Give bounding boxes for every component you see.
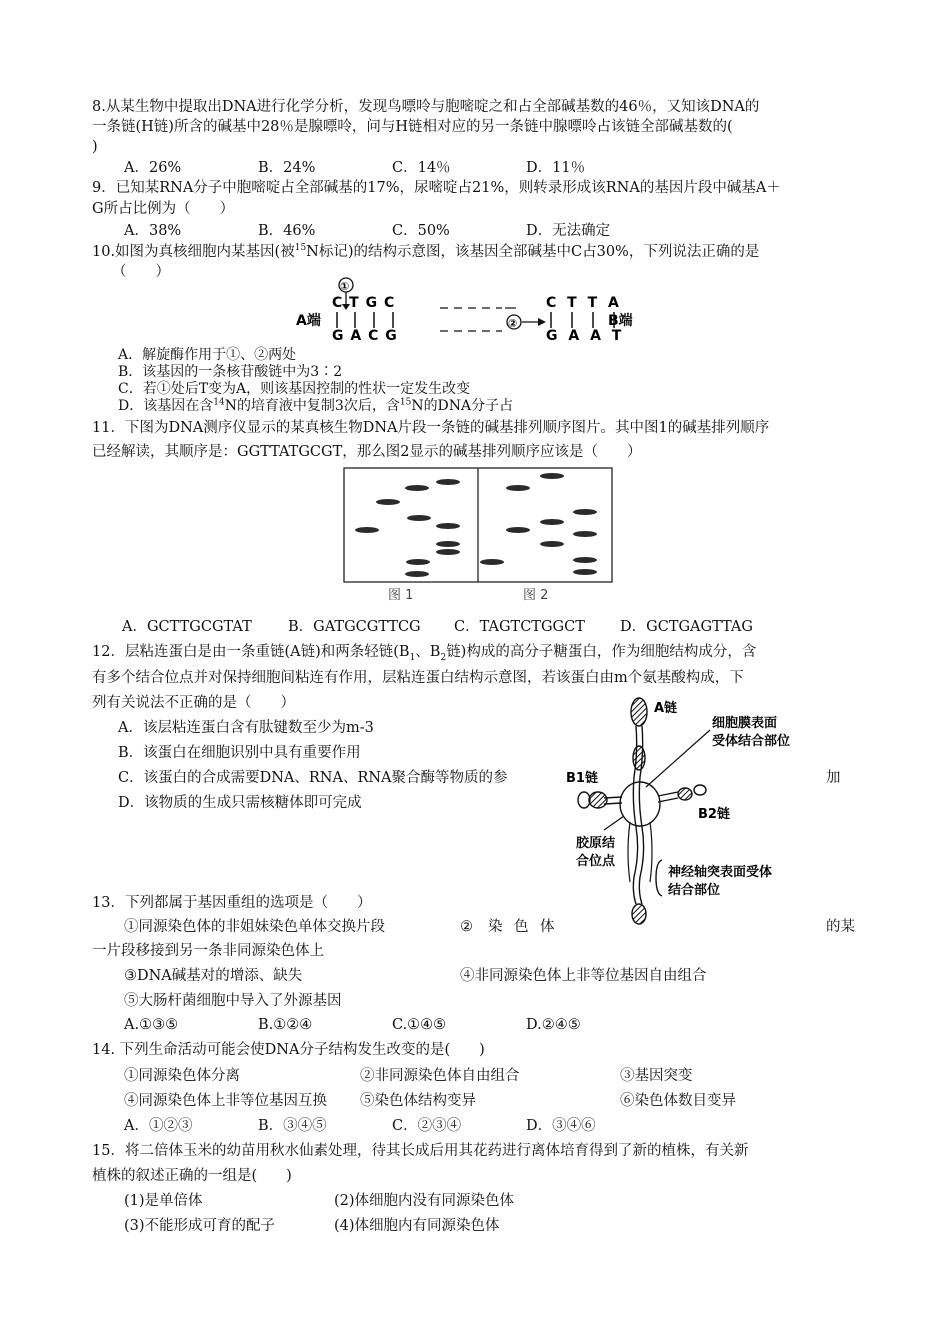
q10-option-c[interactable]: C．若①处后T变为A，则该基因控制的性状一定发生改变 xyxy=(118,381,471,397)
a-end-label: A端 xyxy=(296,313,321,329)
q13-options xyxy=(124,1015,581,1035)
q15-line2: 植株的叙述正确的一组是( ) xyxy=(92,1168,292,1184)
dna-sequencing-figure xyxy=(340,464,620,608)
q13-option-d[interactable]: D.②④⑤ xyxy=(526,1017,581,1033)
q12-option-c[interactable]: C．该蛋白的合成需要DNA、RNA、RNA聚合酶等物质的参 xyxy=(118,770,508,786)
q10-line2: （ ） xyxy=(112,264,170,280)
q9-options xyxy=(124,221,610,241)
a-chain-label: A链 xyxy=(654,701,678,716)
q12-line3: 列有关说法不正确的是（ ） xyxy=(92,695,295,711)
top-left-bases: C T G C xyxy=(332,295,396,311)
q13-option-c[interactable]: C.①④⑤ xyxy=(392,1017,447,1033)
q13-item4: ④非同源染色体上非等位基因自由组合 xyxy=(460,968,707,984)
q14-line1: 14. 下列生命活动可能会使DNA分子结构发生改变的是( ) xyxy=(92,1042,485,1058)
q13-item2-end: 的某 xyxy=(826,919,855,935)
q13-item2-c2: 色 xyxy=(514,919,529,935)
q14-row1: ①同源染色体分离 ②非同源染色体自由组合 ③基因突变 xyxy=(124,1068,693,1084)
q13-item2-c3: 体 xyxy=(540,919,555,935)
q14-option-a[interactable]: A．①②③ xyxy=(124,1118,193,1134)
b2-domain-1 xyxy=(678,788,692,800)
left-bonds xyxy=(337,312,393,328)
q9-option-d[interactable]: D．无法确定 xyxy=(526,223,611,239)
q12-line2: 有多个结合位点并对保持细胞间粘连有作用，层粘连蛋白结构示意图，若该蛋白由m个氨基酸构成，下 xyxy=(92,670,744,686)
q8-option-d[interactable]: D．11％ xyxy=(526,160,586,176)
q8-options xyxy=(124,158,585,178)
b-end-label: B端 xyxy=(608,313,633,329)
q8-line1: 8.从某生物中提取出DNA进行化学分析，发现鸟嘌呤与胞嘧啶之和占全部碱基数的46％，又知该DNA的 xyxy=(92,99,760,115)
fig2-label: 图 2 xyxy=(523,588,549,603)
bottom-right-bases: G A A T xyxy=(546,328,625,344)
q15-row1: (1)是单倍体 (2)体细胞内没有同源染色体 xyxy=(124,1193,515,1209)
q15-line1: 15．将二倍体玉米的幼苗用秋水仙素处理，待其长成后用其花药进行离体培育得到了新的植株，有关新 xyxy=(92,1143,749,1159)
q10-option-d[interactable]: D．该基因在含$^{14}$N的培育液中复制3次后，含$^{15}$N的DNA分子占 xyxy=(118,397,514,414)
q8-line2: 一条链(H链)所含的碱基中28％是腺嘌呤，问与H链相对应的另一条链中腺嘌呤占该链全部碱基数的( xyxy=(92,119,733,135)
q14-option-d[interactable]: D．③④⑥ xyxy=(526,1118,596,1134)
b2-domain-2 xyxy=(694,785,706,795)
b1-domain-2 xyxy=(578,792,590,808)
q13-option-a[interactable]: A.①③⑤ xyxy=(124,1017,179,1033)
q14-option-b[interactable]: B．③④⑤ xyxy=(258,1118,327,1134)
b2-chain-label: B2链 xyxy=(698,807,730,822)
q13-line1: 13．下列都属于基因重组的选项是（ ） xyxy=(92,895,372,911)
marker-1-label: ① xyxy=(340,280,350,293)
q11-option-c[interactable]: C．TAGTCTGGCT xyxy=(454,619,585,635)
neuron-label-2: 结合部位 xyxy=(668,883,721,898)
q13-item1: ①同源染色体的非姐妹染色单体交换片段 xyxy=(124,919,385,935)
q10-option-b[interactable]: B．该基因的一条核苷酸链中为3∶2 xyxy=(118,364,343,380)
collagen-label-1: 胶原结 xyxy=(576,836,616,851)
q9-line1: 9．已知某RNA分子中胞嘧啶占全部碱基的17%，尿嘧啶占21%，则转录形成该RNA的基因片段中碱基A＋ xyxy=(92,180,781,196)
q9-line2: G所占比例为（ ） xyxy=(92,201,235,217)
membrane-label-1: 细胞膜表面 xyxy=(712,716,778,731)
q12-option-a[interactable]: A．该层粘连蛋白含有肽键数至少为m-3 xyxy=(118,720,374,736)
q11-option-a[interactable]: A．GCTTGCGTAT xyxy=(122,619,252,635)
fig1-label: 图 1 xyxy=(388,588,414,603)
neuron-bracket xyxy=(656,860,662,896)
q14-row2: ④同源染色体上非等位基因互换 ⑤染色体结构变异 ⑥染色体数目变异 xyxy=(124,1093,736,1109)
lower-strands xyxy=(628,822,652,882)
neuron-label-1: 神经轴突表面受体 xyxy=(668,865,773,880)
q9-option-b[interactable]: B．46% xyxy=(258,223,316,239)
q11-options xyxy=(122,617,753,637)
q8-option-c[interactable]: C．14％ xyxy=(392,160,451,176)
q14-options xyxy=(124,1116,596,1136)
a-chain-mid-domain xyxy=(633,746,645,770)
dashed-strands xyxy=(440,308,502,331)
q11-option-b[interactable]: B．GATGCGTTCG xyxy=(288,619,421,635)
q12-option-c-end: 加 xyxy=(826,770,841,786)
q10-option-a[interactable]: A．解旋酶作用于①、②两处 xyxy=(118,347,297,363)
q13-item2-c1: 染 xyxy=(488,919,503,935)
q10-line1: 10.如图为真核细胞内某基因(被$^{15}$N标记)的结构示意图，该基因全部碱基中C占30%，下列说法正确的是 xyxy=(92,243,760,260)
laminin-structure-diagram xyxy=(560,692,820,932)
collagen-label-2: 合位点 xyxy=(576,854,616,869)
q9-option-c[interactable]: C．50% xyxy=(392,223,450,239)
q13-item3: ③DNA碱基对的增添、缺失 xyxy=(124,968,303,984)
a-chain-top-domain xyxy=(631,698,647,726)
q14-option-c[interactable]: C．②③④ xyxy=(392,1118,462,1134)
q12-option-b[interactable]: B．该蛋白在细胞识别中具有重要作用 xyxy=(118,745,361,761)
q13-item2-cont: 一片段移接到另一条非同源染色体上 xyxy=(92,943,324,959)
q12-line1: 12．层粘连蛋白是由一条重链(A链)和两条轻链($B_1$、$B_2$链)构成的高分子糖蛋白，作为细胞结构成分，含 xyxy=(92,644,757,663)
q13-option-b[interactable]: B.①②④ xyxy=(258,1017,313,1033)
top-right-bases: C T T A xyxy=(546,295,622,311)
q8-option-b[interactable]: B．24% xyxy=(258,160,316,176)
a-chain-bottom-domain xyxy=(632,904,646,924)
q11-option-d[interactable]: D．GCTGAGTTAG xyxy=(620,619,753,635)
gene-structure-diagram xyxy=(280,274,700,344)
q12-option-d[interactable]: D．该物质的生成只需核糖体即可完成 xyxy=(118,795,362,811)
q8-option-a[interactable]: A．26% xyxy=(124,160,182,176)
b1-domain-1 xyxy=(589,792,607,808)
q9-option-a[interactable]: A．38% xyxy=(124,223,182,239)
right-bonds xyxy=(551,312,614,328)
bottom-left-bases: G A C G xyxy=(332,328,398,344)
b1-chain-label: B1链 xyxy=(566,771,598,786)
q13-item2-num: ② xyxy=(460,919,473,935)
membrane-label-2: 受体结合部位 xyxy=(712,734,791,749)
q15-row2: (3)不能形成可育的配子 (4)体细胞内有同源染色体 xyxy=(124,1218,500,1234)
q13-item5: ⑤大肠杆菌细胞中导入了外源基因 xyxy=(124,993,342,1009)
q11-line2: 已经解读，其顺序是：GGTTATGCGT，那么图2显示的碱基排列顺序应该是（ ） xyxy=(92,444,642,460)
q11-line1: 11．下图为DNA测序仪显示的某真核生物DNA片段一条链的碱基排列顺序图片。其中图1的碱基排列顺序 xyxy=(92,420,770,436)
marker-2-label: ② xyxy=(508,317,518,330)
q8-line3: ) xyxy=(92,139,98,155)
b2-chain xyxy=(658,792,678,802)
